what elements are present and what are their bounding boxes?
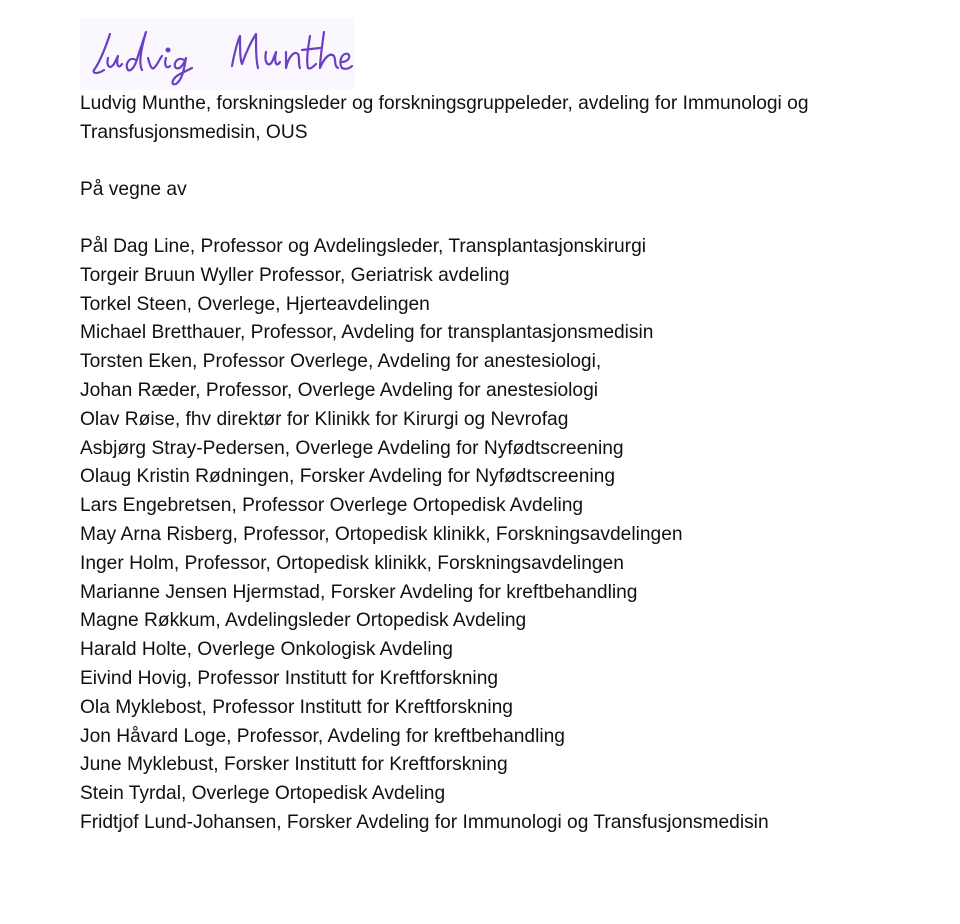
- signature-strokes: [94, 32, 352, 84]
- list-item: Pål Dag Line, Professor og Avdelingsleder, Transplantasjonskirurgi: [80, 236, 647, 257]
- list-item: Asbjørg Stray-Pedersen, Overlege Avdeling for Nyfødtscreening: [80, 437, 624, 459]
- list-item: Eivind Hovig, Professor Institutt for Kreftforskning: [80, 667, 499, 689]
- list-item: Olaug Kristin Rødningen, Forsker Avdeling for Nyfødtscreening: [80, 466, 616, 488]
- on-behalf-label: På vegne av: [80, 179, 187, 200]
- author-line: Ludvig Munthe, forskningsleder og forskningsgruppeleder, avdeling for Immunologi og Transfusjonsmedisin, OUS: [80, 93, 809, 143]
- list-item: Harald Holte, Overlege Onkologisk Avdeling: [80, 639, 453, 661]
- list-item: June Myklebust, Forsker Institutt for Kreftforskning: [80, 754, 508, 776]
- handwritten-signature: [80, 18, 355, 90]
- signature-drawing: [80, 18, 355, 90]
- list-item: Lars Engebretsen, Professor Overlege Ortopedisk Avdeling: [80, 495, 584, 517]
- list-item: Marianne Jensen Hjermstad, Forsker Avdeling for kreftbehandling: [80, 581, 638, 603]
- list-item: Torgeir Bruun Wyller Professor, Geriatrisk avdeling: [80, 264, 510, 286]
- list-item: Magne Røkkum, Avdelingsleder Ortopedisk Avdeling: [80, 610, 527, 632]
- list-item: Fridtjof Lund-Johansen, Forsker Avdeling for Immunologi og Transfusjonsmedisin: [80, 811, 769, 833]
- list-item: Ola Myklebost, Professor Institutt for Kreftforskning: [80, 696, 513, 718]
- list-item: Olav Røise, fhv direktør for Klinikk for Kirurgi og Nevrofag: [80, 408, 569, 430]
- list-item: May Arna Risberg, Professor, Ortopedisk klinikk, Forskningsavdelingen: [80, 523, 683, 545]
- list-item: Michael Bretthauer, Professor, Avdeling for transplantasjonsmedisin: [80, 322, 654, 344]
- list-item: Johan Ræder, Professor, Overlege Avdeling for anestesiologi: [80, 379, 599, 401]
- list-item: Torsten Eken, Professor Overlege, Avdeling for anestesiologi,: [80, 351, 602, 373]
- list-item: Torkel Steen, Overlege, Hjerteavdelingen: [80, 293, 430, 315]
- list-item: Jon Håvard Loge, Professor, Avdeling for kreftbehandling: [80, 725, 565, 747]
- list-item: Inger Holm, Professor, Ortopedisk klinikk, Forskningsavdelingen: [80, 552, 624, 574]
- signatory-list: [80, 233, 769, 838]
- list-item: Stein Tyrdal, Overlege Ortopedisk Avdeling: [80, 783, 446, 805]
